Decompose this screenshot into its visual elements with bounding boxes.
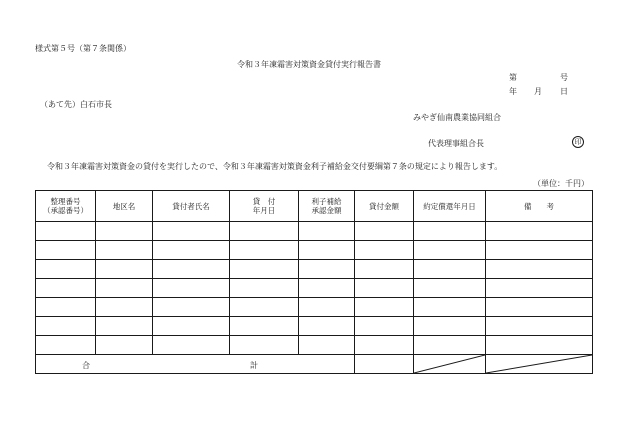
table-cell[interactable] xyxy=(299,222,355,241)
report-body-text: 令和３年凍霜害対策資金の貸付を実行したので、令和３年凍霜害対策資金利子補給金交付要綱第７条の規定により報告します。 xyxy=(47,162,503,171)
table-cell[interactable] xyxy=(36,279,96,298)
table-cell[interactable] xyxy=(355,241,414,260)
table-cell[interactable] xyxy=(36,317,96,336)
table-cell[interactable] xyxy=(96,222,153,241)
table-cell[interactable] xyxy=(36,336,96,355)
table-cell[interactable] xyxy=(36,241,96,260)
table-cell[interactable] xyxy=(96,260,153,279)
table-cell[interactable] xyxy=(153,241,230,260)
header-remarks: 備 考 xyxy=(486,191,593,222)
addressee: （あて先）白石市長 xyxy=(40,100,112,109)
document-title: 令和３年凍霜害対策資金貸付実行報告書 xyxy=(237,60,381,69)
seal-mark: 印 xyxy=(572,136,584,148)
table-cell[interactable] xyxy=(299,336,355,355)
table-row xyxy=(36,222,593,241)
table-cell[interactable] xyxy=(299,317,355,336)
table-cell[interactable] xyxy=(299,241,355,260)
doc-number-suffix: 号 xyxy=(560,73,568,82)
report-table xyxy=(35,190,593,374)
table-cell[interactable] xyxy=(414,317,486,336)
table-cell[interactable] xyxy=(414,241,486,260)
table-cell[interactable] xyxy=(153,336,230,355)
date-day: 日 xyxy=(560,87,568,96)
table-cell[interactable] xyxy=(355,336,414,355)
total-label-total: 計 xyxy=(250,361,258,370)
header-subsidy-amount: 利子補給 承認金額 xyxy=(299,191,355,222)
header-serial-number: 整理番号 （承認番号） xyxy=(36,191,96,222)
table-cell[interactable] xyxy=(355,317,414,336)
doc-number-label: 第 xyxy=(509,73,517,82)
diagonal-line xyxy=(414,355,485,373)
total-loan-amount-cell xyxy=(355,355,414,374)
table-cell[interactable] xyxy=(36,222,96,241)
table-cell[interactable] xyxy=(153,317,230,336)
header-repayment-date: 約定償還年月日 xyxy=(414,191,486,222)
header-district: 地区名 xyxy=(96,191,153,222)
table-row xyxy=(36,317,593,336)
table-cell[interactable] xyxy=(153,298,230,317)
table-row xyxy=(36,241,593,260)
table-cell[interactable] xyxy=(486,298,593,317)
table-cell[interactable] xyxy=(414,279,486,298)
table-row xyxy=(36,279,593,298)
unit-note: （単位：千円） xyxy=(533,179,589,188)
table-cell[interactable] xyxy=(414,336,486,355)
representative-title: 代表理事組合長 xyxy=(428,139,484,148)
table-cell[interactable] xyxy=(230,317,299,336)
table-cell[interactable] xyxy=(355,222,414,241)
table-cell[interactable] xyxy=(299,279,355,298)
total-repayment-crossed-cell xyxy=(414,355,486,374)
table-cell[interactable] xyxy=(96,279,153,298)
form-number: 様式第５号（第７条関係） xyxy=(35,44,131,53)
organization-name: みやぎ仙南農業協同組合 xyxy=(413,113,501,122)
table-cell[interactable] xyxy=(486,260,593,279)
table-cell[interactable] xyxy=(486,279,593,298)
table-cell[interactable] xyxy=(36,260,96,279)
table-row xyxy=(36,298,593,317)
table-cell[interactable] xyxy=(230,241,299,260)
table-cell[interactable] xyxy=(414,222,486,241)
table-cell[interactable] xyxy=(230,336,299,355)
table-cell[interactable] xyxy=(486,336,593,355)
table-cell[interactable] xyxy=(486,317,593,336)
table-cell[interactable] xyxy=(299,298,355,317)
total-row xyxy=(36,355,593,374)
table-cell[interactable] xyxy=(230,260,299,279)
date-year: 年 xyxy=(509,87,517,96)
table-cell[interactable] xyxy=(486,222,593,241)
table-cell[interactable] xyxy=(230,222,299,241)
table-cell[interactable] xyxy=(355,298,414,317)
table-cell[interactable] xyxy=(230,298,299,317)
table-cell[interactable] xyxy=(153,222,230,241)
table-cell[interactable] xyxy=(153,260,230,279)
table-cell[interactable] xyxy=(230,279,299,298)
table-cell[interactable] xyxy=(355,279,414,298)
table-cell[interactable] xyxy=(96,317,153,336)
header-loan-amount: 貸付金額 xyxy=(355,191,414,222)
table-header-row xyxy=(36,191,593,222)
table-cell[interactable] xyxy=(486,241,593,260)
table-row xyxy=(36,336,593,355)
table-row xyxy=(36,260,593,279)
table-cell[interactable] xyxy=(96,241,153,260)
table-cell[interactable] xyxy=(96,298,153,317)
table-cell[interactable] xyxy=(299,260,355,279)
total-remarks-crossed-cell xyxy=(486,355,593,374)
table-cell[interactable] xyxy=(355,260,414,279)
diagonal-line xyxy=(486,355,592,373)
header-borrower-name: 貸付者氏名 xyxy=(153,191,230,222)
table-cell[interactable] xyxy=(153,279,230,298)
header-loan-date: 貸 付 年月日 xyxy=(230,191,299,222)
date-month: 月 xyxy=(534,87,542,96)
table-cell[interactable] xyxy=(36,298,96,317)
total-label-sum: 合 xyxy=(82,361,90,370)
table-cell[interactable] xyxy=(414,298,486,317)
table-cell[interactable] xyxy=(96,336,153,355)
table-cell[interactable] xyxy=(414,260,486,279)
